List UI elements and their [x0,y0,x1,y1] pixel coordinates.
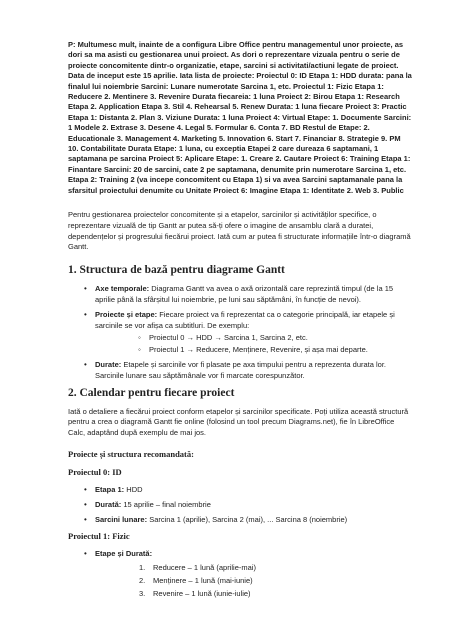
list-item-projects [68,310,412,356]
list-item-label: Durate: [95,360,122,370]
list-item-durations [68,360,412,382]
list-item-label: Durată: [95,499,122,509]
step-item [95,563,412,574]
list-item-label: Etapa 1: [95,485,125,495]
list-item-label: Etape și Durată: [95,549,153,559]
prompt-paragraph: P: Multumesc mult, inainte de a configura Libre Office pentru managementul unor proiecte, as dori sa ma asisti cu gestionarea unui proiect. As dori o reprezentare vizuala pentru o serie de proiecte concomitente dintr-o organizatie, etape, sarcini si activitati/actiuni legate de proiect. Data de inceput este 15 aprilie. Iata lista de proiecte: Proiectul 0: ID Etapa 1: HDD durata: pana la finalul lui noiembrie Sarcini: Lunare numerotate Sarcina 1, etc. Proiectul 1: Fizic Etapa 1: Reducere 2. Mentinere 3. Revenire Durata fiecareia: 1 luna Proiect 2: Birou Etapa 1: Research Etapa 2. Application Etapa 3. Stil 4. Rehearsal 5. Renew Durata: 1 luna fiecare Proiect 3: Practic Etapa 1: Distanta 2. Plan 3. Viziune Durata: 1 luna Proiect 4: Virtual Etape: 1. Documente Sarcini: 1 Modele 2. Extrase 3. Desene 4. Legal 5. Formular 6. Conta 7. BD Restul de Etape: 2. Educationale 3. Management 4. Marketing 5. Innovation 6. Start 7. Financiar 8. Strategie 9. PM 10. Contabilitate Durata Etape: 1 luna, cu exceptia Etapei 2 care dureaza 6 saptamani, 1 saptamana pe sarcina Proiect 5: Aplicare Etape: 1. Creare 2. Cautare Proiect 6: Training Etapa 1: Finantare Sarcini: 20 de sarcini, cate 2 pe saptamana, denumite prin numerotare Sarcina 1, etc. Etapa 2: Training 2 (va incepe concomitent cu Etapa 1) si va avea Sarcini saptamanale pana la sfarsitul proiectului denumite cu Unitate Proiect 6: Imagine Etapa 1: Identitate 2. Web 3. Public [68,40,412,195]
step-text: Revenire – 1 lună (iunie-iulie) [153,588,251,598]
section-2 [68,386,412,600]
list-item-text: Fiecare proiect va fi reprezentat ca o categorie principală, iar etapele și sarcinile se vor afișa ca subtitluri. De exemplu: [95,309,395,330]
list-item-text: 15 aprilie – final noiembrie [121,499,211,509]
step-item [95,576,412,587]
recommended-structure-heading: Proiecte și structura recomandată: [68,449,194,460]
list-item [68,500,412,511]
section-2-heading: 2. Calendar pentru fiecare proiect [68,386,235,399]
list-item-text: HDD [124,485,143,495]
section-1-list [68,284,412,381]
section-1-heading: 1. Structura de bază pentru diagrame Gantt [68,264,285,277]
list-item [68,485,412,496]
project-0-heading: Proiectul 0: ID [68,467,122,478]
step-text: Menținere – 1 lună (mai-iunie) [153,576,253,586]
project-0-list [68,485,412,525]
list-item-text: Diagrama Gantt va avea o axă orizontală care reprezintă timpul (de la 15 aprilie până la sfârșitul lui noiembrie, pe luni sau săptămâni, în funcție de nevoi). [95,284,394,305]
project-1-list [68,549,412,599]
list-item-label: Axe temporale: [95,284,150,294]
sublist-item: ◦ Proiectul 0 → HDD → Sarcina 1, Sarcina 2, etc. [95,333,412,344]
step-number: 2. [139,576,146,586]
step-number: 1. [139,563,146,573]
step-number: 3. [139,588,146,598]
list-item-text: Etapele și sarcinile vor fi plasate pe axa timpului pentru a reprezenta durata lor. Sarcinile lunare sau săptămânale vor fi marcate corespunzător. [95,360,386,380]
list-item-label: Sarcini lunare: [95,514,148,524]
section-2-intro: Iată o detaliere a fiecărui proiect conform etapelor și sarcinilor specificate. Poți utiliza această structură pentru a crea o diagramă Gantt fie online (folosind un tool precum Diagrams.net), fie în LibreOffice Calc, adaptând după exemplu de mai jos. [68,406,409,438]
sublist-item: ◦ Proiectul 1 → Reducere, Menținere, Revenire, și așa mai departe. [95,345,412,356]
list-item [68,549,412,599]
example-sublist [95,333,412,356]
list-item-label: Proiecte și etape: [95,309,158,319]
project-1-steps [95,563,412,599]
list-item-text: Sarcina 1 (aprilie), Sarcina 2 (mai), ... Sarcina 8 (noiembrie) [147,514,348,524]
step-text: Reducere – 1 lună (aprilie-mai) [153,563,256,573]
list-item-axes [68,284,412,306]
step-item [95,589,412,600]
list-item [68,515,412,526]
intro-paragraph: Pentru gestionarea proiectelor concomitente și a etapelor, sarcinilor și activităților specifice, o reprezentare vizuală de tip Gantt ar putea să-ți ofere o imagine de ansamblu clară a duratei, dependențelor și progresului fiecărui proiect. Iată cum ar putea fi structurate informațiile într-o diagramă Gantt. [68,210,411,252]
project-1-heading: Proiectul 1: Fizic [68,531,130,542]
